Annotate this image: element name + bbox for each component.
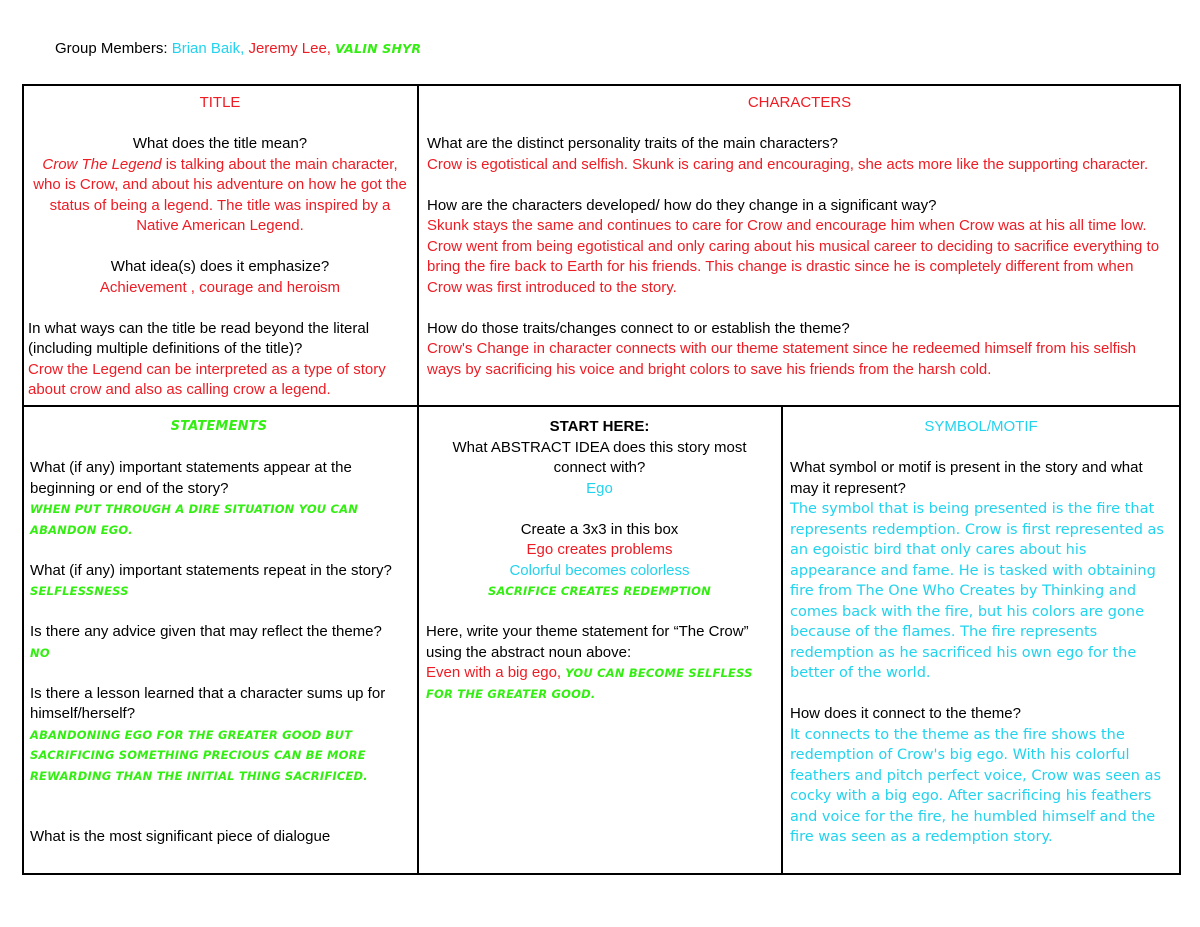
- answer: Skunk stays the same and continues to care for Crow and encourage him when Crow was at his all time low. Crow went from being egotistical and only caring about his musical career to deciding to sacrifice everything to bring the fire back to Earth for his friends. This change is drastic since he is completely different from when Crow was first introduced to the story.: [427, 217, 1160, 296]
- table-border-right: [1179, 84, 1181, 875]
- answer-text: is talking about the main character, who is Crow, and about his adventure on how he got the status of being a legend. The title was inspired by a Native American Legend.: [33, 155, 407, 234]
- answer: [28, 155, 412, 237]
- answer: The symbol that is being presented is the fire that represents redemption. Crow is first represented as an egoistic bird that only cares about his appearance and fame. He is tasked with obtaining fire from The One Who Creates by Thinking and comes back with the fire, but his colors are gone because of the flames. The fire represents redemption as he sacrificed his own ego for the better of the world.: [790, 501, 1164, 681]
- question: What symbol or motif is present in the story and what may it represent?: [790, 459, 1143, 497]
- question: Here, write your theme statement for “The Crow” using the abstract noun above:: [426, 623, 749, 661]
- start-here-section: [426, 417, 773, 704]
- answer: Crow's Change in character connects with our theme statement since he redeemed himself from his selfish ways by sacrificing his voice and bright colors to save his friends from the harsh cold.: [427, 340, 1137, 378]
- member-name: Brian Baik,: [171, 40, 245, 57]
- characters-heading: CHARACTERS: [747, 94, 852, 111]
- statements-heading: STATEMENTS: [170, 419, 268, 434]
- title-heading: TITLE: [199, 94, 241, 111]
- answer: NO: [30, 645, 50, 660]
- question: Create a 3x3 in this box: [520, 520, 679, 538]
- characters-section: [427, 93, 1172, 380]
- grid-line: Ego creates problems: [526, 541, 673, 558]
- question: Is there any advice given that may reflect the theme?: [30, 623, 382, 640]
- question: What ABSTRACT IDEA does this story most connect with?: [452, 438, 747, 476]
- question: What does the title mean?: [132, 135, 308, 152]
- table-border-mid: [22, 405, 1181, 407]
- table-border-left: [22, 84, 24, 875]
- symbol-heading: SYMBOL/MOTIF: [924, 418, 1038, 435]
- question: In what ways can the title be read beyond the literal (including multiple definitions of the title)?: [28, 319, 370, 357]
- question: What (if any) important statements repeat in the story?: [30, 561, 392, 579]
- question: What are the distinct personality traits of the main characters?: [427, 135, 839, 152]
- theme-statement: [426, 663, 773, 704]
- member-name: Jeremy Lee,: [248, 40, 331, 57]
- question: What idea(s) does it emphasize?: [110, 258, 330, 275]
- question: What is the most significant piece of dialogue: [30, 828, 331, 845]
- theme-red: Even with a big ego,: [426, 664, 562, 681]
- answer: It connects to the theme as the fire shows the redemption of Crow's big ego. With his colorful feathers and pitch perfect voice, Crow was seen as cocky with a big ego. After sacrificing his feathers and voice for the fire, he humbled himself and the fire was seen as a redemption story.: [790, 726, 1162, 845]
- question: How are the characters developed/ how do they change in a significant way?: [427, 196, 937, 214]
- table-border-top: [22, 84, 1181, 86]
- start-heading: START HERE:: [549, 418, 650, 435]
- question: Is there a lesson learned that a character sums up for himself/herself?: [30, 684, 386, 722]
- answer: Achievement , courage and heroism: [99, 278, 341, 296]
- title-section: [28, 93, 412, 401]
- answer: SELFLESSNESS: [30, 584, 129, 598]
- theme-green: YOU CAN BECOME SELFLESS FOR THE GREATER GOOD.: [426, 666, 753, 701]
- grid-line: Colorful becomes colorless: [509, 561, 690, 579]
- table-border-bottom: [22, 873, 1181, 875]
- question: How do those traits/changes connect to or establish the theme?: [427, 319, 850, 337]
- grid-line: SACRIFICE CREATES REDEMPTION: [488, 584, 711, 598]
- answer: WHEN PUT THROUGH A DIRE SITUATION YOU CAN ABANDON EGO.: [30, 502, 359, 537]
- answer: Crow is egotistical and selfish. Skunk is caring and encouraging, she acts more like the supporting character.: [427, 155, 1149, 173]
- table-divider-2: [781, 405, 783, 875]
- title-italic: Crow The Legend: [42, 155, 162, 173]
- question: How does it connect to the theme?: [790, 705, 1021, 722]
- table-divider-1: [417, 84, 419, 875]
- answer: ABANDONING EGO FOR THE GREATER GOOD BUT SACRIFICING SOMETHING PRECIOUS CAN BE MORE REWARDING THAN THE INITIAL THING SACRIFICED.: [30, 727, 368, 783]
- member-name: VALIN SHYR: [335, 41, 422, 56]
- answer: Ego: [586, 479, 613, 497]
- answer: Crow the Legend can be interpreted as a type of story about crow and also as calling crow a legend.: [28, 360, 386, 398]
- group-members-label: Group Members:: [55, 40, 172, 57]
- statements-section: [30, 417, 408, 848]
- group-members-line: [55, 40, 421, 57]
- question: What (if any) important statements appear at the beginning or end of the story?: [30, 459, 352, 497]
- symbol-section: [790, 417, 1172, 848]
